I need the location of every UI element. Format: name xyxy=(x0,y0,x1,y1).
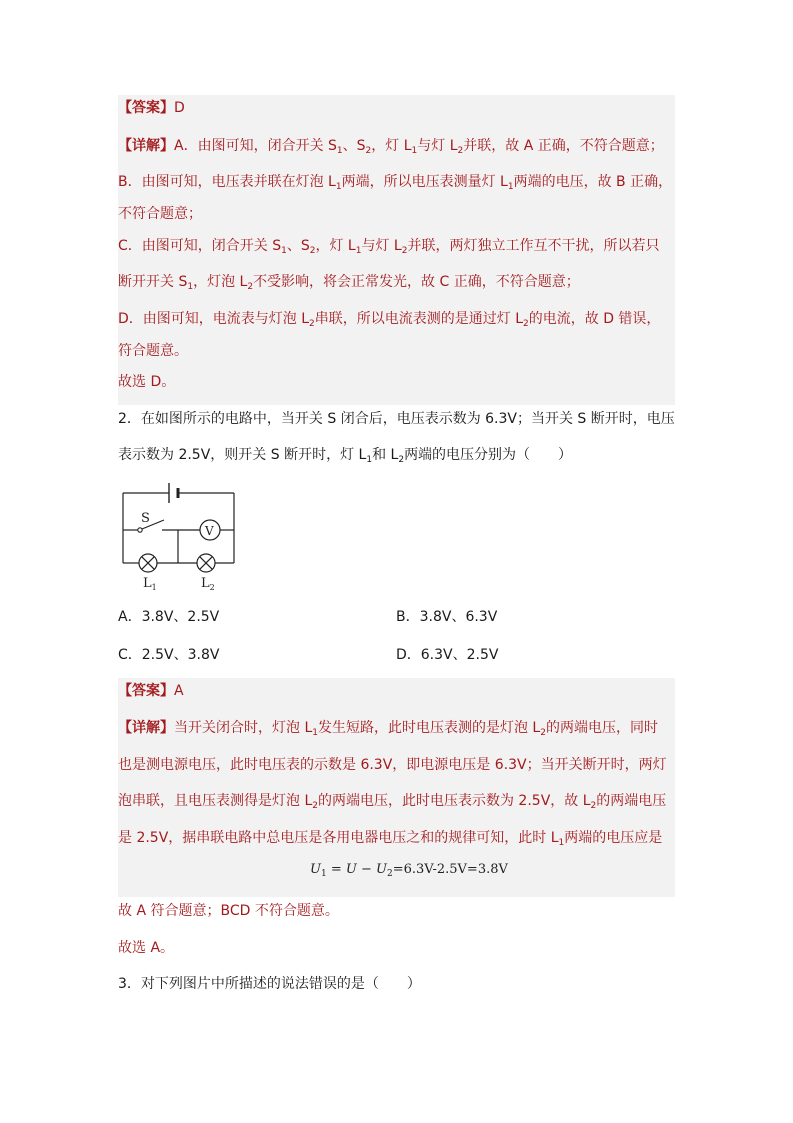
q2-stem-line2: 表示数为 2.5V，则开关 S 断开时，灯 $L_1$和 $L_2$两端的电压分别为（ ） xyxy=(118,447,573,465)
q2-choose: 故选 A。 xyxy=(118,940,175,956)
lamp-l1-label: $L_1$ xyxy=(143,576,157,592)
q2-explain-2: 也是测电源电压，此时电压表的示数是 6.3V，即电源电压是 6.3V；当开关断开时，两灯 xyxy=(118,757,667,773)
q1-answer-line: 【答案】D xyxy=(118,100,185,116)
q2-explain-3: 泡串联，且电压表测得是灯泡 $L_2$的两端电压，此时电压表示数为 2.5V，故 $L_2$的两端电压 xyxy=(118,793,667,811)
q2-explain-1: 【详解】当开关闭合时，灯泡 $L_1$发生短路，此时电压表测的是灯泡 $L_2$的两端电压，同时 xyxy=(118,720,658,738)
option-c[interactable]: C．2.5V、3.8V xyxy=(118,647,220,663)
option-b[interactable]: B．3.8V、6.3V xyxy=(396,609,498,625)
switch-label: S xyxy=(141,511,150,526)
q1-explain-a: 【详解】A．由图可知，闭合开关 $S_1$、$S_2$，灯 $L_1$与灯 $L_2$并联，故 A 正确，不符合题意； xyxy=(118,138,664,156)
circuit-diagram xyxy=(118,478,242,596)
q2-conclusion: 故 A 符合题意；BCD 不符合题意。 xyxy=(118,903,339,919)
q2-formula: $U_1 = U - U_2=6.3V-2.5V=3.8V$ xyxy=(310,862,508,879)
voltmeter-label: V xyxy=(205,524,214,538)
q1-explain-b: B．由图可知，电压表并联在灯泡 $L_1$两端，所以电压表测量灯 $L_1$两端的电压，故 B 正确， xyxy=(118,174,673,192)
battery-icon xyxy=(169,483,178,503)
q2-stem-line1: 2．在如图所示的电路中，当开关 S 闭合后，电压表示数为 6.3V；当开关 S 断开时，电压 xyxy=(118,411,675,427)
q2-explain-4: 是 2.5V，据串联电路中总电压是各用电器电压之和的规律可知，此时 $L_1$两端的电压应是 xyxy=(118,830,663,848)
q1-explain-b-cont: 不符合题意； xyxy=(118,206,202,222)
option-d[interactable]: D．6.3V、2.5V xyxy=(396,647,499,663)
lamp-l2-icon xyxy=(197,554,215,572)
q1-explain-d-cont: 符合题意。 xyxy=(118,343,188,359)
q1-explain-c-cont: 断开开关 $S_1$，灯泡 $L_2$不受影响，将会正常发光，故 C 正确，不符合题意； xyxy=(118,274,580,292)
q1-explain-d: D．由图可知，电流表与灯泡 $L_2$串联，所以电流表测的是通过灯 $L_2$的电流，故 D 错误， xyxy=(118,311,661,329)
q2-answer-line: 【答案】A xyxy=(118,683,184,699)
switch-pivot-icon xyxy=(138,528,142,532)
option-a[interactable]: A．3.8V、2.5V xyxy=(118,609,220,625)
lamp-l1-icon xyxy=(139,554,157,572)
lamp-l2-label: $L_2$ xyxy=(201,576,215,592)
q1-choose: 故选 D。 xyxy=(118,374,176,390)
q3-stem: 3．对下列图片中所描述的说法错误的是（ ） xyxy=(118,976,421,992)
q1-explain-c: C．由图可知，闭合开关 $S_1$、$S_2$，灯 $L_1$与灯 $L_2$并联，两灯独立工作互不干扰，所以若只 xyxy=(118,238,660,256)
